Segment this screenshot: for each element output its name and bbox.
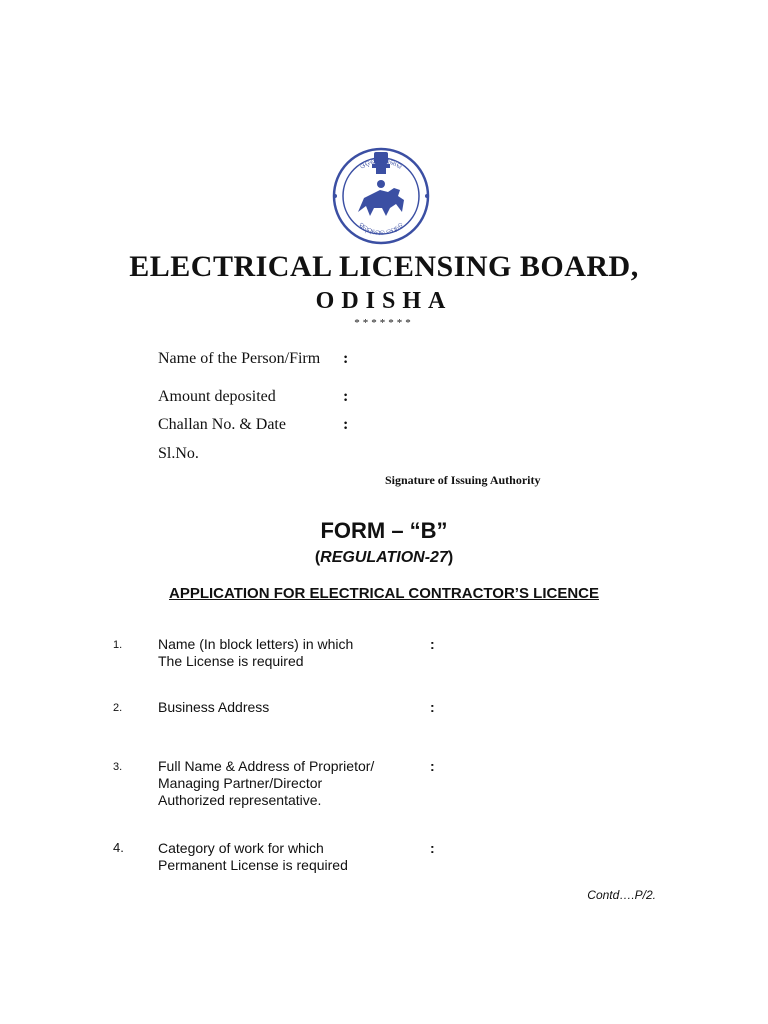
odisha-govt-emblem-icon	[328, 146, 434, 246]
stars-divider: *******	[354, 317, 414, 329]
item-label	[158, 636, 353, 670]
office-field-colon: :	[343, 388, 349, 405]
item-label-line: Category of work for which	[158, 840, 324, 856]
item-label-line: Business Address	[158, 699, 270, 715]
item-label-line: Permanent License is required	[158, 857, 348, 873]
item-label	[158, 758, 374, 809]
signature-label: Signature of Issuing Authority	[385, 473, 541, 487]
item-number: 1.	[113, 639, 123, 651]
item-label-line: The License is required	[158, 653, 304, 669]
item-label-line: Full Name & Address of Proprietor/	[158, 758, 375, 774]
item-label-line: Name (In block letters) in which	[158, 636, 354, 652]
item-label	[158, 840, 348, 874]
item-number: 2.	[113, 702, 123, 714]
item-colon: :	[430, 699, 435, 715]
svg-text:ସତ୍ୟମେବ ଜୟତେ	[357, 221, 405, 237]
continued-note: Contd….P/2.	[587, 888, 656, 902]
board-title: ELECTRICAL LICENSING BOARD,	[129, 250, 639, 283]
office-field-colon: :	[343, 350, 349, 367]
item-colon: :	[430, 840, 435, 856]
form-title: FORM – “B”	[320, 518, 448, 543]
emblem-text-bottom: ସତ୍ୟମେବ ଜୟତେ	[357, 220, 405, 238]
item-colon: :	[430, 636, 435, 652]
regulation-text: REGULATION-27	[320, 549, 448, 566]
board-subtitle: ODISHA	[315, 288, 453, 314]
office-field-label: Amount deposited	[158, 388, 276, 405]
odisha-emblem	[328, 146, 434, 246]
office-field-label: Sl.No.	[158, 445, 199, 462]
item-label	[158, 699, 269, 716]
item-label-line: Authorized representative.	[158, 792, 322, 808]
office-field-label: Challan No. & Date	[158, 416, 286, 433]
application-title: APPLICATION FOR ELECTRICAL CONTRACTOR’S LICENCE	[168, 585, 599, 602]
item-number: 3.	[113, 761, 123, 773]
item-colon: :	[430, 758, 435, 774]
office-field-label: Name of the Person/Firm	[158, 350, 321, 367]
office-field-colon: :	[343, 416, 349, 433]
regulation-line: (REGULATION-27)	[314, 549, 454, 566]
item-label-line: Managing Partner/Director	[158, 775, 323, 791]
emblem-text-top: ଓଡ଼ିଶା ସରକାର	[358, 156, 404, 171]
item-number: 4.	[113, 840, 124, 855]
